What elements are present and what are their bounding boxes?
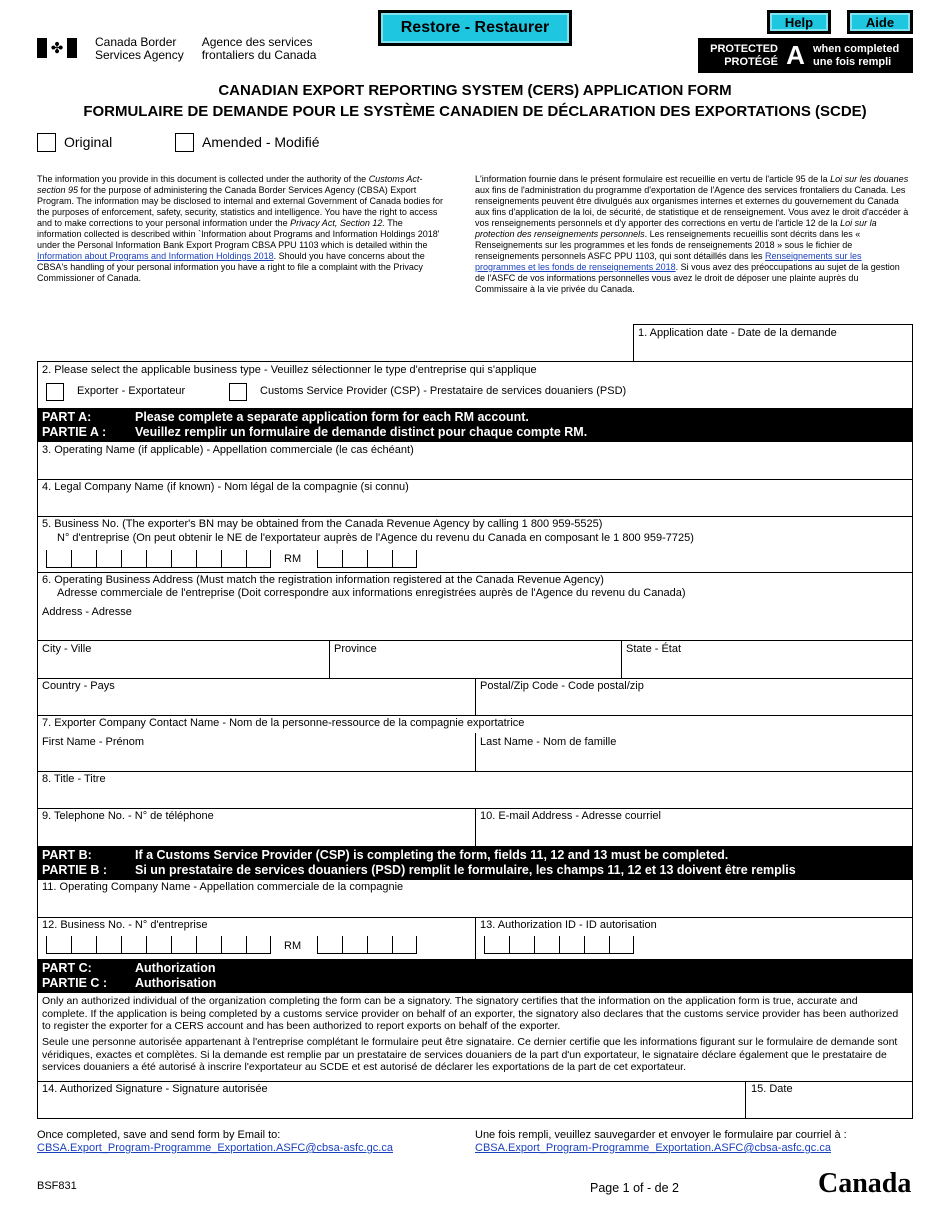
first-name-label: First Name - Prénom <box>42 736 145 748</box>
aide-button[interactable]: Aide <box>847 10 913 34</box>
part-c-key-en: PART C: <box>42 961 92 975</box>
protected-a-banner <box>698 38 913 73</box>
title-label: 8. Title - Titre <box>42 773 106 785</box>
authorization-id-label: 13. Authorization ID - ID autorisation <box>480 919 657 931</box>
email-link-fr[interactable]: CBSA.Export_Program-Programme_Exportation.ASFC@cbsa-asfc.gc.ca <box>475 1142 831 1154</box>
state-input[interactable] <box>622 640 913 678</box>
operating-name-label: 3. Operating Name (if applicable) - Appellation commerciale (le cas échéant) <box>42 444 414 456</box>
form-title-fr: FORMULAIRE DE DEMANDE POUR LE SYSTÈME CANADIEN DE DÉCLARATION DES EXPORTATIONS (SCDE) <box>83 103 867 120</box>
agency-name-fr-1: Agence des services <box>201 35 313 49</box>
part-b-key-en: PART B: <box>42 848 92 862</box>
part-a-header <box>37 408 913 442</box>
state-label: State - État <box>626 643 682 655</box>
amended-checkbox[interactable] <box>175 133 194 152</box>
privacy-notice-en: The information you provide in this document is collected under the authority of the Customs Act-section 95 for the purpose of administering the Canada Border Services Agency (CBSA) Export Program. The information may be disclosed to internal and external Government of Canada bodies for the purposes of enforcement, safety, security, statistics and intelligence. You have the right to access and to make corrections to your personal information under the Privacy Act, Section 12. The information collected is described within `Information about Programs and Information Holdings 2018' under the Personal Information Bank Export Program CBSA PPU 1103 which is detailed within the Information about Programs and Information Holdings 2018. Should you have concerns about the CBSA's handling of your personal information you have a right to file a complaint with the Privacy Commissioner of Canada. <box>37 174 444 283</box>
part-a-key-fr: PARTIE A : <box>42 425 107 439</box>
csp-checkbox[interactable] <box>229 383 247 401</box>
help-button[interactable]: Help <box>767 10 831 34</box>
when-completed-en: when completed <box>813 42 900 55</box>
country-label: Country - Pays <box>42 680 115 692</box>
postal-code-label: Postal/Zip Code - Code postal/zip <box>480 680 644 692</box>
city-input[interactable] <box>37 640 329 678</box>
original-label: Original <box>64 134 113 150</box>
when-completed-fr: une fois rempli <box>813 55 892 68</box>
csp-label: Customs Service Provider (CSP) - Prestataire de services douaniers (PSD) <box>260 385 627 397</box>
legal-name-input[interactable] <box>37 479 913 516</box>
authorization-text-en: Only an authorized individual of the organization completing the form can be a signatory. The signatory certifies that the information on the application form is true, accurate and complete. If the application is being completed by a customs service provider on behalf of an exporter, the signatory also declares that the customs service provider has been authorized to register the exporter for a CERS account and has been authorized to report exports on behalf of the exporter. <box>42 995 899 1032</box>
business-address-label-fr: Adresse commerciale de l'entreprise (Doit correspondre aux informations enregistrées auprès de l'Agence du revenu du Canada) <box>57 587 686 599</box>
csp-rm-input[interactable] <box>317 936 417 954</box>
rm-label: RM <box>284 553 302 565</box>
company-name-label: 11. Operating Company Name - Appellation commerciale de la compagnie <box>42 881 404 893</box>
application-date-label: 1. Application date - Date de la demande <box>638 327 837 339</box>
exporter-label: Exporter - Exportateur <box>77 385 186 397</box>
privacy-notice-fr: L'information fournie dans le présent formulaire est recueillie en vertu de l'article 95 de la Loi sur les douanes aux fins de l'administration du programme d'exportation de l'Agence des services frontaliers du Canada. Les renseignements peuvent être divulgués aux organismes internes et externes du gouvernement du Canada aux fins d'application de la loi, de sécurité, de statistique et de renseignement. Vous avez le droit d'accéder à vos renseignements personnels et d'y apporter des corrections en vertu de l'article 12 de la Loi sur la protection des renseignements personnels. Les renseignements recueillis sont décrits dans les « Renseignements sur les programmes et les fonds de renseignements 2018 » sous le fichier de renseignements personnels ASFC PPU 1103, qui sont détaillés dans les Renseignements sur les programmes et les fonds de renseignements 2018. Si vous avez des préoccupations au sujet de la gestion de l'ASFC de vos informations personnelles vous avez le droit de déposer une plainte auprès du Commissaire à la vie privée du Canada. <box>475 174 909 294</box>
rm-input[interactable] <box>317 550 417 568</box>
cbsa-logo <box>37 36 316 62</box>
part-c-text-fr: Authorisation <box>135 976 217 990</box>
csp-rm-label: RM <box>284 940 302 952</box>
part-b-text-en: If a Customs Service Provider (CSP) is completing the form, fields 11, 12 and 13 must be completed. <box>135 848 729 862</box>
title-input[interactable] <box>37 771 913 808</box>
part-a-key-en: PART A: <box>42 410 92 424</box>
protected-fr: PROTÉGÉ <box>724 55 778 68</box>
signature-label: 14. Authorized Signature - Signature autorisée <box>42 1083 268 1095</box>
authorization-text-fr: Seule une personne autorisée appartenant à l'entreprise complétant le formulaire peut être signataire. Ce dernier certifie que les informations figurant sur le formulaire de demande sont véridiques, exactes et complètes. Si la demande est remplie par un prestataire de services douaniers de la part d'un exportateur, le signataire déclare également que le prestataire de services douaniers a été autorisé à inscrire l'exportateur au SCDE et est autorisé de déclarer les exportations de la part de cet exportateur. <box>42 1036 898 1073</box>
page-number: Page 1 of - de 2 <box>590 1181 679 1195</box>
first-name-input[interactable] <box>37 750 475 771</box>
exporter-checkbox[interactable] <box>46 383 64 401</box>
province-input[interactable] <box>330 640 621 678</box>
email-label: 10. E-mail Address - Adresse courriel <box>480 810 661 822</box>
company-name-input[interactable] <box>37 880 913 917</box>
last-name-label: Last Name - Nom de famille <box>480 736 617 748</box>
address-label: Address - Adresse <box>42 606 132 618</box>
canada-wordmark: Canada <box>818 1168 912 1199</box>
protected-en: PROTECTED <box>710 42 778 55</box>
legal-name-label: 4. Legal Company Name (if known) - Nom légal de la compagnie (si connu) <box>42 481 409 493</box>
last-name-input[interactable] <box>476 750 913 771</box>
country-input[interactable] <box>37 678 475 715</box>
agency-name-en-2: Services Agency <box>95 48 184 62</box>
send-instruction-en: Once completed, save and send form by Email to: CBSA.Export_Program-Programme_Exportation.ASFC@cbsa-asfc.gc.ca <box>37 1129 393 1154</box>
part-c-text-en: Authorization <box>135 961 216 975</box>
business-type-label: 2. Please select the applicable business type - Veuillez sélectionner le type d'entreprise qui s'applique <box>42 364 537 376</box>
email-input[interactable] <box>476 808 913 846</box>
info-programs-link-en[interactable]: Information about Programs and Information Holdings 2018 <box>37 251 274 261</box>
telephone-input[interactable] <box>37 808 475 846</box>
agency-name-en-1: Canada Border <box>95 35 177 49</box>
canada-flag-icon: ✤ <box>37 38 77 58</box>
agency-name-fr-2: frontaliers du Canada <box>201 48 317 62</box>
form-id: BSF831 <box>37 1180 77 1192</box>
email-link-en[interactable]: CBSA.Export_Program-Programme_Exportation.ASFC@cbsa-asfc.gc.ca <box>37 1142 393 1154</box>
part-c-header <box>37 959 913 993</box>
operating-name-input[interactable] <box>37 442 913 479</box>
business-no-label-en: 5. Business No. (The exporter's BN may be obtained from the Canada Revenue Agency by calling 1 800 959-5525) <box>42 518 603 530</box>
date-label: 15. Date <box>751 1083 793 1095</box>
part-a-text-fr: Veuillez remplir un formulaire de demande distinct pour chaque compte RM. <box>135 425 588 439</box>
telephone-label: 9. Telephone No. - N° de téléphone <box>42 810 214 822</box>
form-title-en: CANADIAN EXPORT REPORTING SYSTEM (CERS) APPLICATION FORM <box>218 82 732 99</box>
city-label: City - Ville <box>42 643 92 655</box>
business-no-label-fr: N° d'entreprise (On peut obtenir le NE de l'exportateur auprès de l'Agence du revenu du Canada en composant le 1 800 959-7725) <box>57 532 694 544</box>
part-b-key-fr: PARTIE B : <box>42 863 108 877</box>
send-instruction-fr: Une fois rempli, veuillez sauvegarder et envoyer le formulaire par courriel à : CBSA.Export_Program-Programme_Exportation.ASFC@cbsa-asfc.gc.ca <box>475 1129 847 1154</box>
business-no-input[interactable] <box>46 550 271 568</box>
application-date-field[interactable] <box>633 324 913 362</box>
signature-date-input[interactable] <box>746 1081 913 1119</box>
part-c-key-fr: PARTIE C : <box>42 976 108 990</box>
contact-name-label: 7. Exporter Company Contact Name - Nom de la personne-ressource de la compagnie exportatrice <box>42 717 525 729</box>
part-b-text-fr: Si un prestataire de services douaniers (PSD) remplit le formulaire, les champs 11, 12 et 13 doivent être remplis <box>135 863 796 877</box>
csp-business-no-input[interactable] <box>46 936 271 954</box>
info-programs-link-fr[interactable]: Renseignements sur les programmes et les fonds de renseignements 2018 <box>475 251 862 272</box>
original-checkbox[interactable] <box>37 133 56 152</box>
part-a-text-en: Please complete a separate application form for each RM account. <box>135 410 529 424</box>
province-label: Province <box>334 643 377 655</box>
authorization-id-input[interactable] <box>484 936 634 954</box>
postal-code-input[interactable] <box>476 678 913 715</box>
address-input[interactable] <box>37 620 913 640</box>
business-address-label-en: 6. Operating Business Address (Must match the registration information registered at the Canada Revenue Agency) <box>42 574 604 586</box>
csp-business-no-label: 12. Business No. - N° d'entreprise <box>42 919 208 931</box>
signature-input[interactable] <box>37 1081 745 1119</box>
restore-button[interactable]: Restore - Restaurer <box>378 10 572 46</box>
protected-level: A <box>786 40 805 70</box>
amended-label: Amended - Modifié <box>202 134 320 150</box>
part-b-header <box>37 846 913 880</box>
